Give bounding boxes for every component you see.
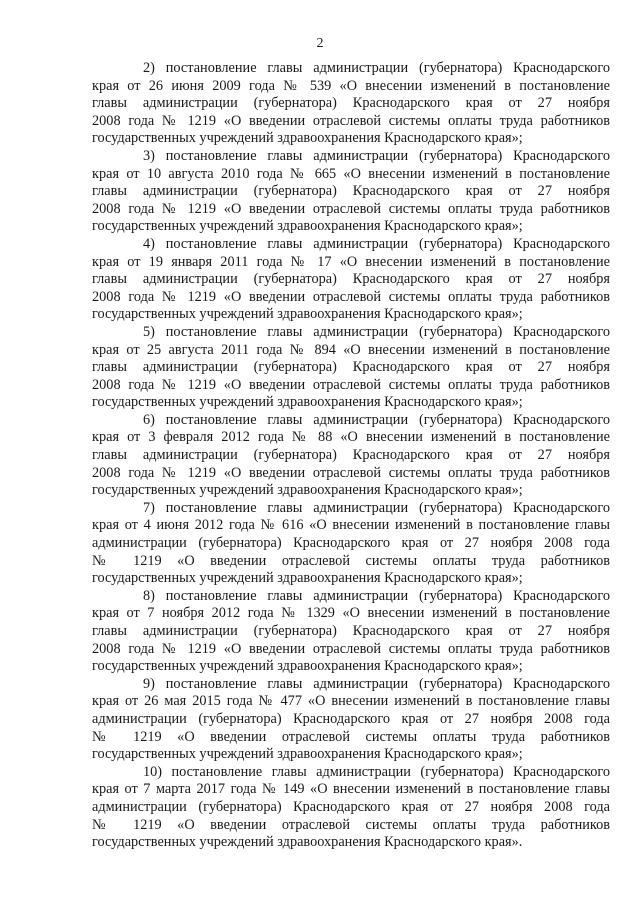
list-item — [92, 500, 610, 588]
text-line: 2008 года № 1219 «О введении отраслевой системы оплаты труда работников — [92, 464, 610, 481]
page-number: 2 — [316, 36, 324, 51]
text-line: администрации (губернатора) Краснодарского края от 27 ноября 2008 года — [92, 798, 610, 815]
list-item — [92, 60, 610, 148]
text-line: 8) постановление главы администрации (губернатора) Краснодарского — [143, 587, 610, 604]
text-line: 2008 года № 1219 «О введении отраслевой системы оплаты труда работников — [92, 376, 610, 393]
text-line: 2008 года № 1219 «О введении отраслевой системы оплаты труда работников — [92, 200, 610, 217]
text-line: края от 26 мая 2015 года № 477 «О внесении изменений в постановление главы — [92, 693, 610, 710]
text-line: государственных учреждений здравоохранения Краснодарского края»; — [92, 482, 523, 499]
text-line: № 1219 «О введении отраслевой системы оплаты труда работников — [92, 728, 610, 745]
text-line: государственных учреждений здравоохранения Краснодарского края»; — [92, 306, 523, 323]
text-line: 2008 года № 1219 «О введении отраслевой системы оплаты труда работников — [92, 288, 610, 305]
text-line: края от 10 августа 2010 года № 665 «О внесении изменений в постановление — [92, 165, 610, 182]
text-line: 2008 года № 1219 «О введении отраслевой системы оплаты труда работников — [92, 112, 610, 129]
text-line: главы администрации (губернатора) Краснодарского края от 27 ноября — [92, 623, 610, 639]
text-line: государственных учреждений здравоохранения Краснодарского края»; — [92, 570, 523, 587]
text-line: края от 3 февраля 2012 года № 88 «О внесении изменений в постановление — [92, 429, 610, 446]
text-line: 7) постановление главы администрации (губернатора) Краснодарского — [143, 499, 610, 516]
text-line: края от 19 января 2011 года № 17 «О внесении изменений в постановление — [92, 253, 610, 270]
text-line: администрации (губернатора) Краснодарского края от 27 ноября 2008 года — [92, 710, 610, 727]
document-body — [92, 60, 610, 852]
list-item — [92, 236, 610, 324]
text-line: края от 4 июня 2012 года № 616 «О внесении изменений в постановление главы — [92, 517, 610, 534]
text-line: государственных учреждений здравоохранения Краснодарского края»; — [92, 658, 523, 675]
list-item — [92, 676, 610, 764]
text-line: государственных учреждений здравоохранения Краснодарского края»; — [92, 130, 523, 147]
list-item — [92, 588, 610, 676]
text-line: главы администрации (губернатора) Краснодарского края от 27 ноября — [92, 183, 610, 200]
text-line: края от 7 ноября 2012 года № 1329 «О внесении изменений в постановление — [92, 605, 610, 622]
text-line: главы администрации (губернатора) Краснодарского края от 27 ноября — [92, 447, 610, 464]
text-line: администрации (губернатора) Краснодарского края от 27 ноября 2008 года — [92, 535, 610, 552]
text-line: главы администрации (губернатора) Краснодарского края от 27 ноября — [92, 359, 610, 376]
text-line: края от 26 июня 2009 года № 539 «О внесении изменений в постановление — [92, 77, 610, 94]
text-line: 4) постановление главы администрации (губернатора) Краснодарского — [143, 235, 610, 252]
text-line: 3) постановление главы администрации (губернатора) Краснодарского — [143, 147, 610, 164]
text-line: 10) постановление главы администрации (губернатора) Краснодарского — [143, 763, 610, 780]
text-line: государственных учреждений здравоохранения Краснодарского края». — [92, 834, 523, 851]
list-item — [92, 148, 610, 236]
text-line: государственных учреждений здравоохранения Краснодарского края»; — [92, 218, 523, 235]
text-line: государственных учреждений здравоохранения Краснодарского края»; — [92, 394, 523, 411]
list-item — [92, 324, 610, 412]
text-line: главы администрации (губернатора) Краснодарского края от 27 ноября — [92, 271, 610, 288]
text-line: 9) постановление главы администрации (губернатора) Краснодарского — [143, 675, 610, 692]
text-line: государственных учреждений здравоохранения Краснодарского края»; — [92, 746, 523, 763]
text-line: № 1219 «О введении отраслевой системы оплаты труда работников — [92, 552, 610, 569]
text-line: края от 25 августа 2011 года № 894 «О внесении изменений в постановление — [92, 341, 610, 358]
text-line: 6) постановление главы администрации (губернатора) Краснодарского — [143, 411, 610, 428]
text-line: края от 7 марта 2017 года № 149 «О внесении изменений в постановление главы — [92, 781, 610, 798]
list-item — [92, 412, 610, 500]
text-line: 2008 года № 1219 «О введении отраслевой системы оплаты труда работников — [92, 640, 610, 657]
text-line: 2) постановление главы администрации (губернатора) Краснодарского — [143, 60, 610, 76]
text-line: № 1219 «О введении отраслевой системы оплаты труда работников — [92, 816, 610, 833]
list-item — [92, 764, 610, 852]
text-line: главы администрации (губернатора) Краснодарского края от 27 ноября — [92, 95, 610, 112]
text-line: 5) постановление главы администрации (губернатора) Краснодарского — [143, 323, 610, 340]
